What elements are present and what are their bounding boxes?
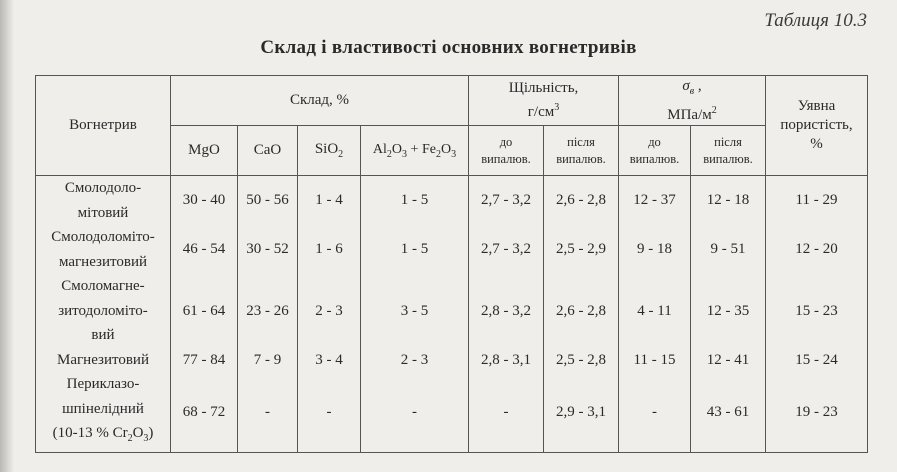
row-name: Смолодоло- мітовий [36, 176, 171, 226]
header-composition: Склад, % [171, 76, 469, 126]
cell-density-after: 2,9 - 3,1 [544, 372, 619, 452]
header-al2o3-fe2o3: $Al_2O_3 + Fe_2O_3$ [361, 126, 469, 176]
cell-strength-after: 12 - 35 [691, 274, 766, 348]
table-row [36, 372, 868, 452]
cell-porosity: 11 - 29 [766, 176, 868, 226]
header-sio2: SiO$_2$ [298, 126, 361, 176]
cell-cao: 7 - 9 [238, 348, 298, 373]
cell-al2o3: 1 - 5 [361, 176, 469, 226]
table-row [36, 176, 868, 226]
cell-al2o3: - [361, 372, 469, 452]
cell-porosity: 15 - 23 [766, 274, 868, 348]
cell-sio2: - [298, 372, 361, 452]
header-density: Щільність, $г/см^3$ [469, 76, 619, 126]
header-strength: $\sigma_в$ , МПа/$м^2$ [619, 76, 766, 126]
cell-cao: 30 - 52 [238, 225, 298, 274]
cell-density-after: 2,6 - 2,8 [544, 274, 619, 348]
cell-sio2: 1 - 6 [298, 225, 361, 274]
page-edge-shadow [0, 0, 14, 472]
cell-strength-after: 12 - 41 [691, 348, 766, 373]
cell-strength-after: 43 - 61 [691, 372, 766, 452]
table-title: Склад і властивості основних вогнетривів [260, 37, 637, 58]
cell-density-after: 2,5 - 2,8 [544, 348, 619, 373]
header-cao: CaO [238, 126, 298, 176]
cell-mgo: 46 - 54 [171, 225, 238, 274]
cell-mgo: 61 - 64 [171, 274, 238, 348]
cell-strength-before: 11 - 15 [619, 348, 691, 373]
header-strength-before: до випалюв. [619, 126, 691, 176]
header-mgo: MgO [171, 126, 238, 176]
row-name: Смоломагне- зитодоломіто- вий [36, 274, 171, 348]
cell-sio2: 3 - 4 [298, 348, 361, 373]
row-name: Периклазо- шпінелідний (10-13 % $Cr_2O_3$) [36, 372, 171, 452]
header-density-before: до випалюв. [469, 126, 544, 176]
cell-strength-before: 4 - 11 [619, 274, 691, 348]
cell-al2o3: 2 - 3 [361, 348, 469, 373]
cell-sio2: 1 - 4 [298, 176, 361, 226]
cell-strength-before: 12 - 37 [619, 176, 691, 226]
cell-density-before: 2,8 - 3,2 [469, 274, 544, 348]
cell-al2o3: 1 - 5 [361, 225, 469, 274]
table-row [36, 348, 868, 373]
refractories-table [35, 75, 868, 453]
header-refractory: Вогнетрив [36, 76, 171, 176]
header-strength-after: після випалюв. [691, 126, 766, 176]
header-density-after: після випалюв. [544, 126, 619, 176]
cell-strength-before: - [619, 372, 691, 452]
cell-cao: - [238, 372, 298, 452]
cell-density-before: - [469, 372, 544, 452]
cell-density-before: 2,8 - 3,1 [469, 348, 544, 373]
cell-al2o3: 3 - 5 [361, 274, 469, 348]
cell-cao: 50 - 56 [238, 176, 298, 226]
cell-strength-after: 9 - 51 [691, 225, 766, 274]
row-name: Смолодоломіто- магнезитовий [36, 225, 171, 274]
cell-density-after: 2,5 - 2,9 [544, 225, 619, 274]
cell-porosity: 15 - 24 [766, 348, 868, 373]
cell-porosity: 19 - 23 [766, 372, 868, 452]
cell-strength-before: 9 - 18 [619, 225, 691, 274]
cell-porosity: 12 - 20 [766, 225, 868, 274]
cell-mgo: 77 - 84 [171, 348, 238, 373]
cell-density-before: 2,7 - 3,2 [469, 225, 544, 274]
cell-sio2: 2 - 3 [298, 274, 361, 348]
cell-cao: 23 - 26 [238, 274, 298, 348]
row-name: Магнезитовий [36, 348, 171, 373]
cell-mgo: 68 - 72 [171, 372, 238, 452]
header-porosity: Уявна пористість, % [766, 76, 868, 176]
cell-density-before: 2,7 - 3,2 [469, 176, 544, 226]
table-number: Таблиця 10.3 [764, 10, 867, 31]
cell-strength-after: 12 - 18 [691, 176, 766, 226]
table-row [36, 225, 868, 274]
table-row [36, 274, 868, 348]
cell-mgo: 30 - 40 [171, 176, 238, 226]
cell-density-after: 2,6 - 2,8 [544, 176, 619, 226]
